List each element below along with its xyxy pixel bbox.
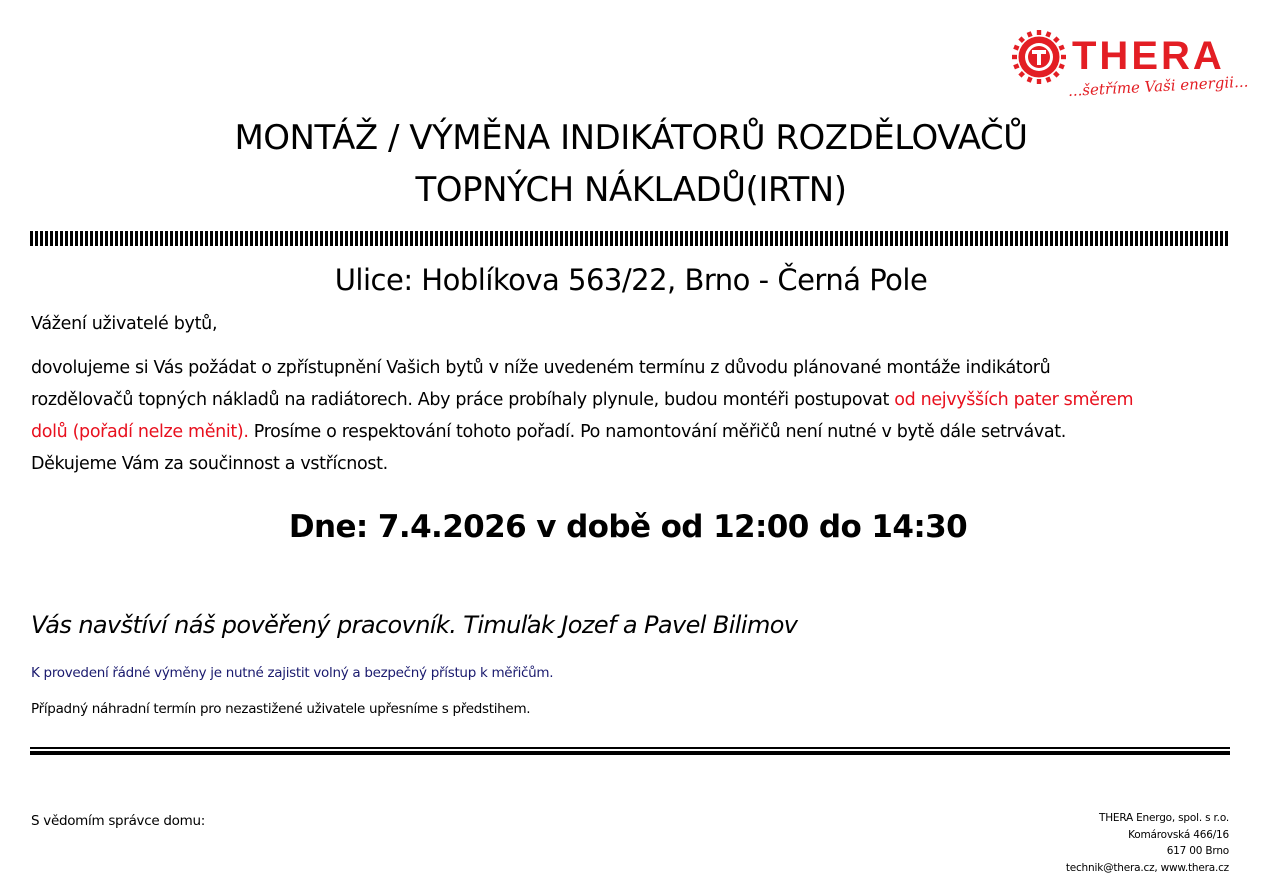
title-line-1: MONTÁŽ / VÝMĚNA INDIKÁTORŮ ROZDĚLOVAČŮ xyxy=(234,118,1028,158)
body-text-segment: Prosíme o respektování tohoto pořadí. Po namontování měřičů není nutné v bytě dále setrvávat. xyxy=(248,422,1066,442)
footer-divider-thin xyxy=(30,747,1230,749)
highlighted-order-text: dolů (pořadí nelze měnit). xyxy=(31,422,249,442)
body-line-4: Děkujeme Vám za součinnost a vstřícnost. xyxy=(31,454,388,474)
company-contact: technik@thera.cz, www.thera.cz xyxy=(1065,861,1229,874)
schedule-date: Dne: 7.4.2026 v době od 12:00 do 14:30 xyxy=(288,509,968,545)
body-line-2 xyxy=(31,384,1236,416)
greeting: Vážení uživatelé bytů, xyxy=(31,314,218,334)
title-line-2: TOPNÝCH NÁKLADŮ(IRTN) xyxy=(415,170,847,210)
body-line-1: dovolujeme si Vás požádat o zpřístupnění Vašich bytů v níže uvedeném termínu z důvodu plánované montáže indikátorů xyxy=(31,358,1051,378)
company-city: 617 00 Brno xyxy=(1166,845,1229,857)
thera-gear-t-icon xyxy=(1012,30,1066,84)
highlighted-order-text: od nejvyšších pater směrem xyxy=(894,390,1134,410)
company-address xyxy=(1066,810,1229,876)
body-paragraph xyxy=(31,352,1236,480)
thera-logo xyxy=(1010,28,1249,110)
brand-name: THERA xyxy=(1072,34,1225,78)
company-name: THERA Energo, spol. s r.o. xyxy=(1098,812,1229,824)
page-title xyxy=(0,112,1262,216)
access-note: K provedení řádné výměny je nutné zajistit volný a bezpečný přístup k měřičům. xyxy=(31,665,554,681)
company-street: Komárovská 466/16 xyxy=(1128,828,1229,841)
alternative-note: Případný náhradní termín pro nezastižené uživatele upřesníme s předstihem. xyxy=(31,701,531,717)
body-text-segment: rozdělovačů topných nákladů na radiátorech. Aby práce probíhaly plynule, budou montéři postupovat xyxy=(31,390,895,410)
dashed-divider xyxy=(30,231,1230,246)
brand-tagline: ...šetříme Vaši energii... xyxy=(1067,72,1249,100)
admin-acknowledgement: S vědomím správce domu: xyxy=(31,813,205,829)
address-heading: Ulice: Hoblíkova 563/22, Brno - Černá Pole xyxy=(334,263,928,297)
visitor-info: Vás navštíví náš pověřený pracovník. Timuľak Jozef a Pavel Bilimov xyxy=(31,611,798,639)
body-line-3 xyxy=(31,416,1236,448)
footer-divider-thick xyxy=(30,751,1230,755)
